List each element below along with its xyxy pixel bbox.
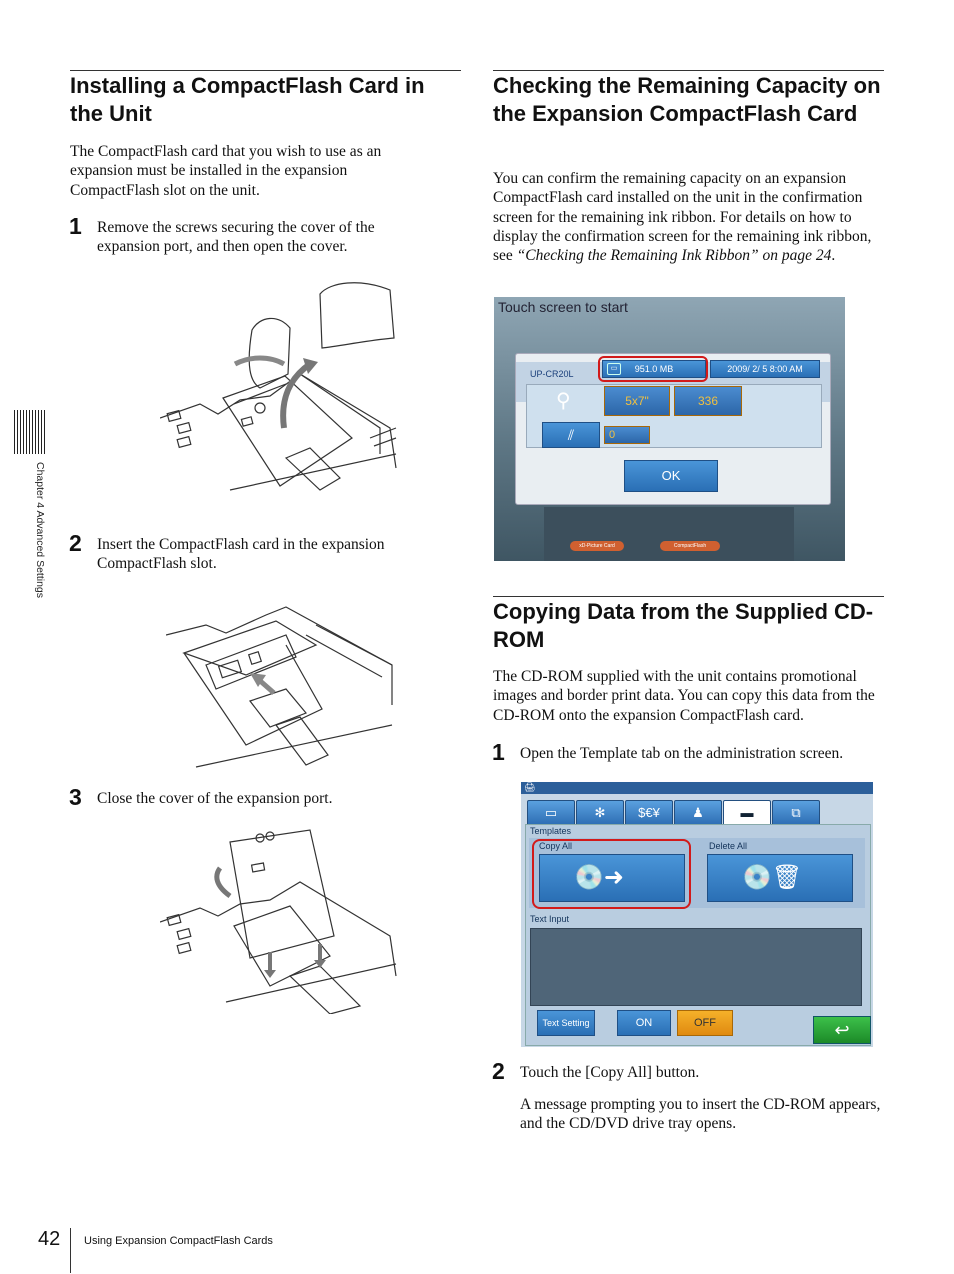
text-input-label: Text Input	[530, 914, 570, 924]
tab-price[interactable]: $€¥	[625, 800, 673, 826]
step-number: 1	[69, 213, 82, 239]
insert-card-illustration	[166, 605, 394, 773]
capacity-value: 951.0 MB	[634, 364, 674, 374]
chapter-sidebar-label: Chapter 4 Advanced Settings	[34, 462, 46, 599]
remove-screws-illustration	[160, 278, 400, 500]
count-display: 0	[604, 426, 650, 444]
step-text: Close the cover of the expansion port.	[97, 790, 333, 807]
footer-divider	[70, 1228, 71, 1273]
install-intro: The CompactFlash card that you wish to use as an expansion must be installed in the expansion CompactFlash slot on the unit.	[70, 143, 382, 199]
step-text: Open the Template tab on the administration screen.	[520, 745, 844, 762]
ok-button[interactable]: OK	[624, 460, 718, 492]
ribbon-icon: ⚲	[556, 390, 571, 412]
tab-settings[interactable]: ✻	[576, 800, 624, 826]
section-title-capacity: Checking the Remaining Capacity on the Expansion CompactFlash Card	[493, 73, 881, 126]
cross-reference-link[interactable]: “Checking the Remaining Ink Ribbon” on page 24	[516, 247, 832, 265]
capacity-body: You can confirm the remaining capacity on an expansion CompactFlash card installed on the unit in the confirmation screen for the remaining ink ribbon. For details on how to display the confirmation screen for the remaining ink ribbon, see “Checking the Remaining Ink Ribbon” on page 24.	[493, 170, 872, 265]
highlight-box	[598, 356, 708, 382]
tab-printer[interactable]: ⧉	[772, 800, 820, 826]
step-text: Insert the CompactFlash card in the expansion CompactFlash slot.	[97, 536, 385, 573]
section-title-copying: Copying Data from the Supplied CD-ROM	[493, 599, 874, 652]
delete-all-label: Delete All	[709, 841, 748, 851]
datetime-display: 2009/ 2/ 5 8:00 AM	[710, 360, 820, 378]
delete-all-button[interactable]	[707, 854, 853, 902]
step-number: 2	[492, 1058, 505, 1084]
section-rule	[493, 70, 884, 71]
step-text: Touch the [Copy All] button.	[520, 1064, 700, 1081]
section-title-install: Installing a CompactFlash Card in the Unit	[70, 73, 425, 126]
screen-header: Touch screen to start	[498, 299, 628, 315]
return-button[interactable]: ↩	[813, 1016, 871, 1044]
paper-icon: ⫽	[542, 422, 600, 448]
prints-display: 336	[674, 386, 742, 416]
step-note: A message prompting you to insert the CD-ROM appears, and the CD/DVD drive tray opens.	[520, 1096, 881, 1133]
step-text: Remove the screws securing the cover of the expansion port, and then open the cover.	[97, 219, 375, 256]
model-label: UP-CR20L	[530, 369, 574, 379]
xd-slot-label: xD-Picture Card	[570, 541, 624, 551]
off-button[interactable]: OFF	[677, 1010, 733, 1036]
text-setting-button[interactable]: Text Setting	[537, 1010, 595, 1036]
confirmation-dialog	[515, 353, 831, 505]
templates-label: Templates	[530, 826, 572, 836]
section-rule	[70, 70, 461, 71]
tab-image[interactable]: ▭	[527, 800, 575, 826]
highlight-box	[532, 839, 691, 909]
copying-body: The CD-ROM supplied with the unit contains promotional images and border print data. You can copy this data from the CD-ROM onto the expansion CompactFlash card.	[493, 668, 875, 724]
cd-copy-icon: 💿➜	[574, 864, 624, 891]
copy-all-label: Copy All	[539, 841, 573, 851]
step-number: 2	[69, 530, 82, 556]
section-rule	[493, 596, 884, 597]
on-button[interactable]: ON	[617, 1010, 671, 1036]
close-cover-illustration	[160, 826, 400, 1014]
lock-icon: 🖨	[524, 782, 536, 792]
step-number: 1	[492, 739, 505, 765]
text-input-field[interactable]	[530, 928, 862, 1006]
tab-user[interactable]: ♟	[674, 800, 722, 826]
cd-delete-icon: 💿🗑	[742, 864, 803, 891]
page-number: 42	[38, 1228, 61, 1250]
administration-screen-screenshot	[521, 782, 873, 1047]
step-number: 3	[69, 784, 82, 810]
chapter-tab-stripes	[14, 410, 47, 454]
cf-slot-label: CompactFlash	[660, 541, 720, 551]
ink-ribbon-confirmation-screenshot	[494, 297, 845, 561]
compactflash-icon: ▭	[607, 363, 621, 375]
footer-section-title: Using Expansion CompactFlash Cards	[84, 1235, 273, 1247]
size-display: 5x7"	[604, 386, 670, 416]
tab-template[interactable]: ▬	[723, 800, 771, 826]
